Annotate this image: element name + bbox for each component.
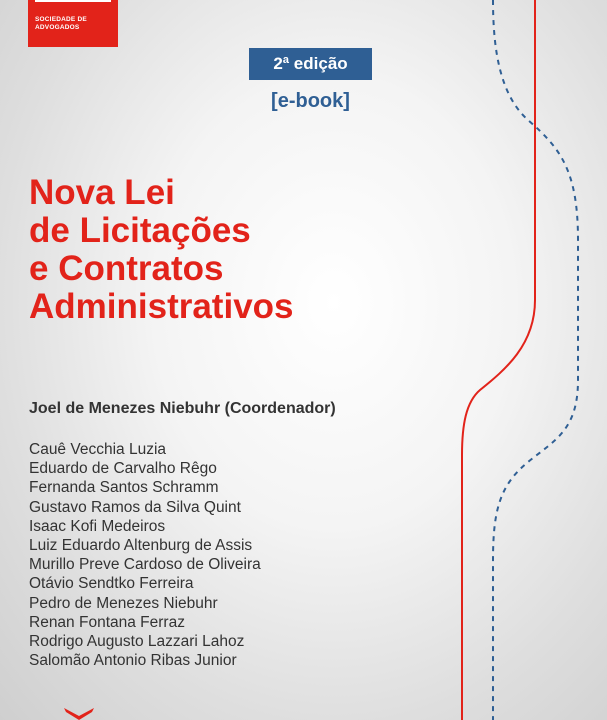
author-name: Gustavo Ramos da Silva Quint xyxy=(29,498,241,516)
solid-red-line xyxy=(462,0,535,720)
publisher-logo-text: SOCIEDADE DE ADVOGADOS xyxy=(35,16,87,31)
coordinator-name: Joel de Menezes Niebuhr (Coordenador) xyxy=(29,400,336,417)
logo-divider xyxy=(35,0,111,2)
title-line: Nova Lei xyxy=(29,173,175,212)
title-line: de Licitações xyxy=(29,211,251,250)
author-name: Eduardo de Carvalho Rêgo xyxy=(29,460,217,478)
title-line: Administrativos xyxy=(29,287,294,326)
author-name: Fernanda Santos Schramm xyxy=(29,479,219,497)
publisher-logo xyxy=(28,0,118,47)
author-name: Pedro de Menezes Niebuhr xyxy=(29,594,218,612)
author-name: Rodrigo Augusto Lazzari Lahoz xyxy=(29,633,245,651)
author-name: Luiz Eduardo Altenburg de Assis xyxy=(29,537,253,555)
title-line: e Contratos xyxy=(29,249,224,288)
author-name: Salomão Antonio Ribas Junior xyxy=(29,652,237,670)
author-name: Isaac Kofi Medeiros xyxy=(29,517,166,535)
book-title xyxy=(29,174,449,326)
edition-badge: 2ª edição xyxy=(249,48,372,80)
author-name: Cauê Vecchia Luzia xyxy=(29,441,167,458)
author-name: Murillo Preve Cardoso de Oliveira xyxy=(29,556,261,574)
author-name: Renan Fontana Ferraz xyxy=(29,613,185,631)
publisher-mark-icon xyxy=(64,708,94,720)
author-list xyxy=(29,440,261,670)
author-name: Otávio Sendtko Ferreira xyxy=(29,575,194,593)
format-label: [e-book] xyxy=(271,90,350,112)
